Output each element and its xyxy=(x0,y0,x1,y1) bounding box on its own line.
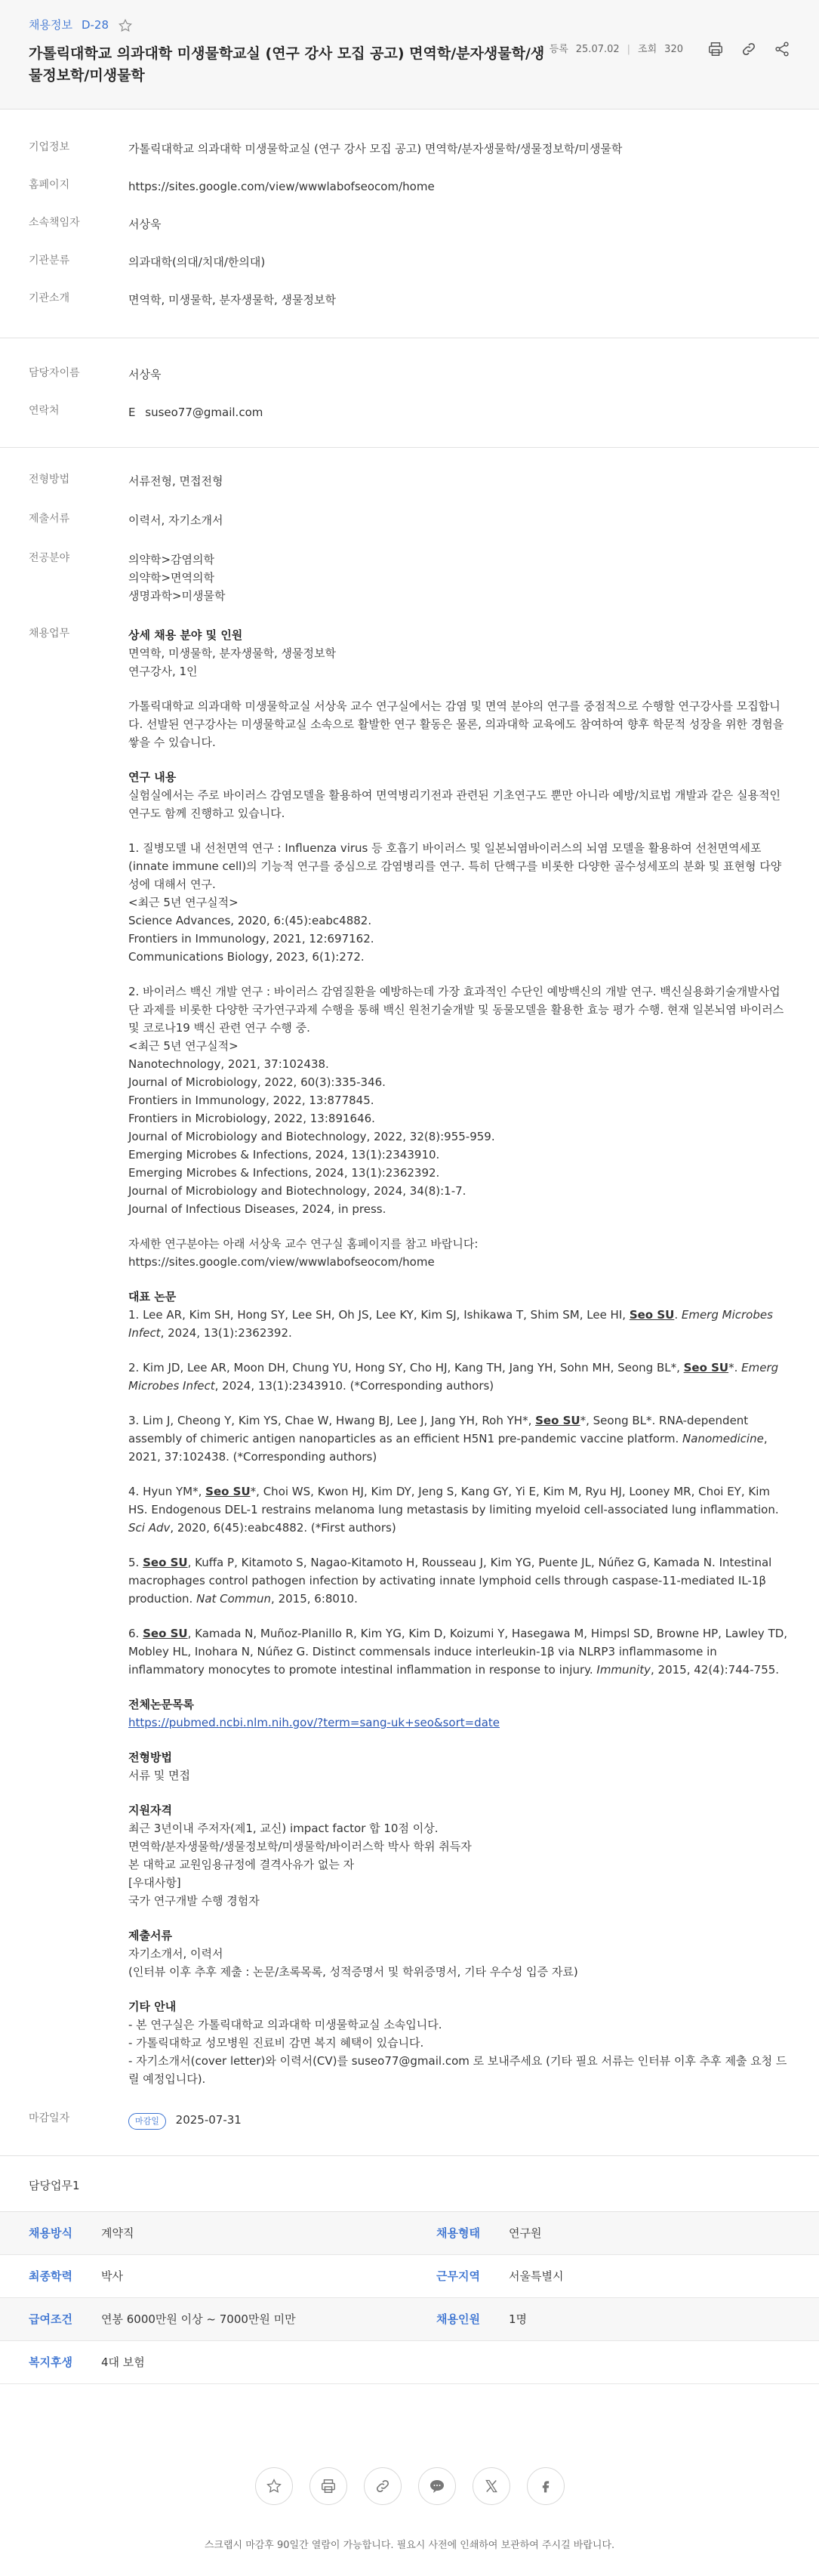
paper-item: 6. Seo SU, Kamada N, Muñoz-Planillo R, Kim YG, Kim D, Koizumi Y, Hasegawa M, Himpsl SD, Browne HP, Lawley TD, Mobley HL, Inohara N, Núñez G. Distinct commensals induce interleukin-1β via NLRP3 inflammasome in inflammatory monocytes to promote intestinal inflammation in response to injury. Immunity, 2015, 42(4):744-755. xyxy=(128,1627,788,1677)
category-row xyxy=(29,253,790,271)
row-value: 면역학, 미생물학, 분자생물학, 생물정보학 xyxy=(128,293,336,307)
cell-value: 박사 xyxy=(101,2269,123,2283)
deadline-badge: 마감일 xyxy=(128,2113,166,2130)
header-tools xyxy=(706,39,792,59)
table-row xyxy=(0,2298,819,2341)
table-row xyxy=(0,2341,819,2384)
row-label: 연락처 xyxy=(29,405,60,417)
detail-paragraph: 2. 바이러스 백신 개발 연구 : 바이러스 감염질환을 예방하는데 가장 효과적인 수단인 예방백신의 개발 연구. 백신실용화기술개발사업단 과제를 비롯한 다양한 국가연구과제 수행을 통해 백신 원천기술개발 및 동물모델을 활용한 효능 평가 수행. 현재 일본뇌염 바이러스 및 코로나19 백신 관련 연구 수행 중. xyxy=(128,985,784,1035)
qual-item: [우대사항] xyxy=(128,1876,181,1890)
detail-line: <최근 5년 연구실적> xyxy=(128,1039,239,1053)
row-value xyxy=(128,551,790,605)
cell-value: 연봉 6000만원 이상 ~ 7000만원 미만 xyxy=(101,2312,296,2326)
detail-line: <최근 5년 연구실적> xyxy=(128,896,239,909)
manager-row xyxy=(29,215,790,233)
pub-item: Science Advances, 2020, 6:(45):eabc4882. xyxy=(128,914,372,927)
section-heading: 지원자격 xyxy=(128,1803,172,1817)
intro-row xyxy=(29,291,790,309)
meta-divider: | xyxy=(627,44,631,55)
field-item: 의약학>면역의학 xyxy=(128,571,214,585)
scrap-notice: 스크랩시 마감후 90일간 열람이 가능합니다. 필요시 사전에 인쇄하여 보관하여 주시길 바랍니다. xyxy=(204,2540,615,2552)
row-label: 전공분야 xyxy=(29,552,70,564)
link-icon[interactable] xyxy=(364,2467,402,2505)
pub-item: Frontiers in Immunology, 2021, 12:697162. xyxy=(128,932,374,946)
docs-item: (인터뷰 이후 추후 제출 : 논문/초록목록, 성적증명서 및 학위증명서, 기타 우수성 입증 자료) xyxy=(128,1965,578,1979)
row-label: 기업정보 xyxy=(29,141,70,153)
field-item: 의약학>감염의학 xyxy=(128,553,214,566)
row-value: 서상욱 xyxy=(128,368,162,381)
process-section xyxy=(0,448,819,2156)
share-bar xyxy=(0,2467,819,2505)
pub-item: Frontiers in Microbiology, 2022, 13:891646. xyxy=(128,1112,375,1125)
table-row xyxy=(0,2255,819,2298)
row-label: 소속책임자 xyxy=(29,217,80,229)
paper-item: 4. Hyun YM*, Seo SU*, Choi WS, Kwon HJ, Kim DY, Jeng S, Kang GY, Yi E, Kim M, Ryu HJ, Looney MR, Choi EY, Kim HS. Endogenous DEL-1 restrains melanoma lung metastasis by limiting myeloid cell-associated lung inflammation. Sci Adv, 2020, 6(45):eabc4882. (*First authors) xyxy=(128,1485,779,1535)
paper-item: 1. Lee AR, Kim SH, Hong SY, Lee SH, Oh JS, Lee KY, Kim SJ, Ishikawa T, Shim SM, Lee HI, Seo SU. Emerg Microbes Infect, 2024, 13(1):2362392. xyxy=(128,1308,773,1340)
qual-item: 본 대학교 교원임용규정에 결격사유가 없는 자 xyxy=(128,1858,355,1871)
row-label: 마감일자 xyxy=(29,2112,70,2124)
section-heading: 대표 논문 xyxy=(128,1290,177,1303)
cell-value: 1명 xyxy=(509,2312,528,2326)
posting-meta xyxy=(550,42,683,57)
qual-item: 최근 3년이내 주저자(제1, 교신) impact factor 합 10점 이상. xyxy=(128,1822,439,1835)
row-value xyxy=(128,403,790,421)
category-link[interactable]: 채용정보 xyxy=(29,18,72,32)
company-row xyxy=(29,140,790,158)
dday-badge: D-28 xyxy=(81,18,109,32)
row-label: 담당자이름 xyxy=(29,367,80,379)
email-link[interactable]: suseo77@gmail.com xyxy=(145,406,263,419)
star-icon[interactable] xyxy=(118,18,133,33)
row-label: 홈페이지 xyxy=(29,179,70,191)
x-icon[interactable] xyxy=(473,2467,510,2505)
job-section-title: 담당업무1 xyxy=(29,2179,80,2192)
cell-value: 서울특별시 xyxy=(509,2269,564,2283)
print-icon[interactable] xyxy=(309,2467,347,2505)
lab-url[interactable]: https://sites.google.com/view/wwwlabofseocom/home xyxy=(128,1255,435,1269)
breadcrumb xyxy=(29,17,790,34)
homepage-row xyxy=(29,177,790,196)
section-heading: 전체논문목록 xyxy=(128,1698,194,1711)
row-value: 이력서, 자기소개서 xyxy=(128,514,223,527)
deadline-date: 2025-07-31 xyxy=(175,2113,242,2127)
detail-paragraph: 1. 질병모델 내 선천면역 연구 : Influenza virus 등 호흡기 바이러스 및 일본뇌염바이러스의 뇌염 모델을 활용하여 선천면역세포(innate immune cell)의 기능적 연구를 중심으로 감염병리를 연구. 특히 단핵구를 비롯한 다양한 골수성세포의 분화 및 표현형 다양성에 대해서 연구. xyxy=(128,841,782,891)
etc-item: - 본 연구실은 가톨릭대학교 의과대학 미생물학교실 소속입니다. xyxy=(128,2018,442,2031)
detail-line: 자세한 연구분야는 아래 서상욱 교수 연구실 홈페이지를 참고 바랍니다: xyxy=(128,1237,479,1251)
row-value: 서상욱 xyxy=(128,217,162,231)
etc-item: - 자기소개서(cover letter)와 이력서(CV)를 suseo77@gmail.com 로 보내주세요 (기타 필요 서류는 인터뷰 이후 추후 제출 요청 드릴 예정입니다). xyxy=(128,2054,787,2086)
cell-label: 근무지역 xyxy=(436,2269,480,2283)
cell-label: 채용형태 xyxy=(436,2226,480,2240)
row-label: 기관소개 xyxy=(29,292,70,304)
row-label: 채용업무 xyxy=(29,628,70,640)
table-row xyxy=(0,2212,819,2255)
field-item: 생명과학>미생물학 xyxy=(128,589,226,603)
cell-label: 채용인원 xyxy=(436,2312,480,2326)
contact-section xyxy=(0,338,819,448)
link-icon[interactable] xyxy=(739,39,759,59)
share-icon[interactable] xyxy=(772,39,792,59)
detail-line: 연구강사, 1인 xyxy=(128,665,198,678)
etc-item: - 가톨릭대학교 성모병원 진료비 감면 복지 혜택이 있습니다. xyxy=(128,2036,424,2050)
method-row xyxy=(29,472,790,490)
section-heading: 연구 내용 xyxy=(128,770,177,784)
print-icon[interactable] xyxy=(706,39,725,59)
cell-label: 채용방식 xyxy=(29,2226,72,2240)
row-value: 서류전형, 면접전형 xyxy=(128,474,223,488)
pub-item: Emerging Microbes & Infections, 2024, 13(1):2362392. xyxy=(128,1166,440,1180)
detail-paragraph: 가톨릭대학교 의과대학 미생물학교실 서상욱 교수 연구실에서는 감염 및 면역 분야의 연구를 중점적으로 수행할 연구강사를 모집합니다. 선발된 연구강사는 미생물학교실 소속으로 활발한 연구 활동은 물론, 의과대학 교육에도 참여하여 향후 학문적 성장을 위한 경험을 쌓을 수 있습니다. xyxy=(128,699,784,749)
detail-paragraph: 실험실에서는 주로 바이러스 감염모델을 활용하여 면역병리기전과 관련된 기초연구도 뿐만 아니라 예방/치료법 개발과 같은 실용적인 연구도 함께 진행하고 있습니다. xyxy=(128,788,781,820)
star-icon[interactable] xyxy=(255,2467,293,2505)
docs-item: 자기소개서, 이력서 xyxy=(128,1947,223,1961)
section-heading: 기타 안내 xyxy=(128,2000,177,2013)
chat-icon[interactable] xyxy=(418,2467,456,2505)
pub-item: Nanotechnology, 2021, 37:102438. xyxy=(128,1057,329,1071)
paper-item: 2. Kim JD, Lee AR, Moon DH, Chung YU, Hong SY, Cho HJ, Kang TH, Jang YH, Sohn MH, Seong BL*, Seo SU*. Emerg Microbes Infect, 2024, 13(1):2343910. (*Corresponding authors) xyxy=(128,1361,779,1393)
cell-label: 최종학력 xyxy=(29,2269,72,2283)
row-label: 제출서류 xyxy=(29,513,70,525)
contact-name-row xyxy=(29,366,790,384)
row-value xyxy=(128,2111,790,2130)
email-prefix: E xyxy=(128,406,136,419)
duty-row xyxy=(29,626,790,2088)
pub-item: Frontiers in Immunology, 2022, 13:877845. xyxy=(128,1094,374,1107)
pub-item: Journal of Microbiology and Biotechnology, 2022, 32(8):955-959. xyxy=(128,1130,495,1143)
pub-item: Journal of Infectious Diseases, 2024, in press. xyxy=(128,1202,386,1216)
reg-date: 25.07.02 xyxy=(575,44,620,55)
cell-value: 계약직 xyxy=(101,2226,134,2240)
cell-value: 연구원 xyxy=(509,2226,542,2240)
pubmed-link[interactable]: https://pubmed.ncbi.nlm.nih.gov/?term=sang-uk+seo&sort=date xyxy=(128,1716,500,1729)
field-row xyxy=(29,551,790,605)
paper-item: 5. Seo SU, Kuffa P, Kitamoto S, Nagao-Kitamoto H, Rousseau J, Kim YG, Puente JL, Núñez G, Kamada N. Intestinal macrophages control pathogen infection by activating innate lymphoid cells through caspase-11-mediated IL-1β production. Nat Commun, 2015, 6:8010. xyxy=(128,1556,772,1606)
posting-header xyxy=(0,0,819,110)
row-label: 기관분류 xyxy=(29,255,70,267)
view-count: 320 xyxy=(664,44,683,55)
deadline-row xyxy=(29,2111,790,2130)
pub-item: Journal of Microbiology and Biotechnology, 2024, 34(8):1-7. xyxy=(128,1184,466,1198)
cell-label: 급여조건 xyxy=(29,2312,72,2326)
contact-email-row xyxy=(29,403,790,421)
qual-item: 국가 연구개발 수행 경험자 xyxy=(128,1894,260,1908)
cell-value: 4대 보험 xyxy=(101,2355,145,2369)
row-value: 의과대학(의대/치대/한의대) xyxy=(128,255,266,269)
reg-label: 등록 xyxy=(549,44,568,55)
page-title: 가톨릭대학교 의과대학 미생물학교실 (연구 강사 모집 공고) 면역학/분자생물학/생물정보학/미생물학 xyxy=(29,45,545,84)
cell-label: 복지후생 xyxy=(29,2355,72,2369)
pub-item: Journal of Microbiology, 2022, 60(3):335-346. xyxy=(128,1075,386,1089)
section-heading: 제출서류 xyxy=(128,1929,172,1942)
company-info-section xyxy=(0,110,819,338)
duty-detail xyxy=(128,626,790,2088)
qual-item: 면역학/분자생물학/생물정보학/미생물학/바이러스학 박사 학위 취득자 xyxy=(128,1840,472,1853)
row-label: 전형방법 xyxy=(29,474,70,486)
view-label: 조회 xyxy=(638,44,657,55)
paper-item: 3. Lim J, Cheong Y, Kim YS, Chae W, Hwang BJ, Lee J, Jang YH, Roh YH*, Seo SU*, Seong BL*. RNA-dependent assembly of chimeric antigen nanoparticles as an efficient H5N1 pre-pandemic vaccine platform. Nanomedicine, 2021, 37:102438. (*Corresponding authors) xyxy=(128,1414,768,1464)
docs-row xyxy=(29,511,790,529)
section-heading: 상세 채용 분야 및 인원 xyxy=(128,628,243,642)
job-info-table xyxy=(0,2211,819,2384)
detail-line: 서류 및 면접 xyxy=(128,1769,190,1782)
detail-line: 면역학, 미생물학, 분자생물학, 생물정보학 xyxy=(128,646,336,660)
homepage-link[interactable]: https://sites.google.com/view/wwwlabofseocom/home xyxy=(128,180,435,193)
pub-item: Communications Biology, 2023, 6(1):272. xyxy=(128,950,365,964)
row-value: 가톨릭대학교 의과대학 미생물학교실 (연구 강사 모집 공고) 면역학/분자생물학/생물정보학/미생물학 xyxy=(128,142,623,156)
facebook-icon[interactable] xyxy=(527,2467,565,2505)
pub-item: Emerging Microbes & Infections, 2024, 13(1):2343910. xyxy=(128,1148,440,1162)
section-heading: 전형방법 xyxy=(128,1751,172,1764)
